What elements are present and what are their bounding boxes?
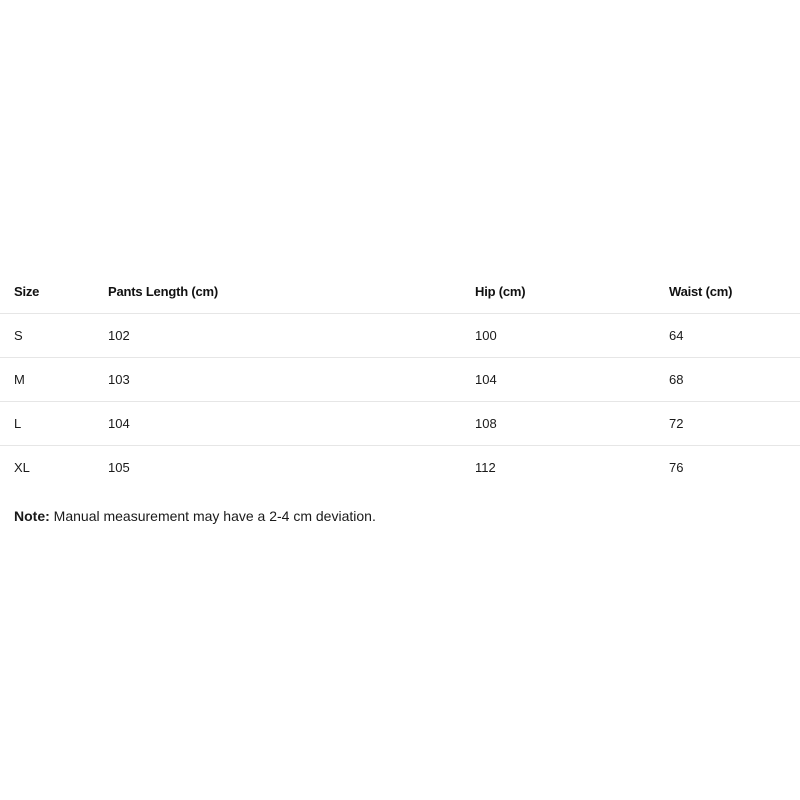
table-row	[0, 446, 800, 490]
size-table	[0, 270, 800, 489]
cell-pants-length: 102	[108, 314, 475, 358]
size-chart	[0, 270, 800, 489]
cell-hip: 108	[475, 402, 669, 446]
table-header-row	[0, 270, 800, 314]
cell-waist: 76	[669, 446, 800, 490]
table-row	[0, 314, 800, 358]
note-label: Note:	[14, 508, 50, 524]
cell-size: XL	[0, 446, 108, 490]
cell-hip: 100	[475, 314, 669, 358]
column-header-waist: Waist (cm)	[669, 284, 733, 299]
cell-waist: 68	[669, 358, 800, 402]
cell-hip: 104	[475, 358, 669, 402]
note-text: Manual measurement may have a 2-4 cm deviation.	[49, 508, 376, 524]
table-row	[0, 402, 800, 446]
cell-waist: 72	[669, 402, 800, 446]
cell-size: M	[0, 358, 108, 402]
table-row	[0, 358, 800, 402]
cell-pants-length: 103	[108, 358, 475, 402]
cell-size: S	[0, 314, 108, 358]
cell-waist: 64	[669, 314, 800, 358]
cell-pants-length: 105	[108, 446, 475, 490]
cell-size: L	[0, 402, 108, 446]
cell-hip: 112	[475, 446, 669, 490]
measurement-note	[14, 508, 376, 524]
column-header-pants-length: Pants Length (cm)	[108, 284, 218, 299]
column-header-size: Size	[14, 284, 40, 299]
cell-pants-length: 104	[108, 402, 475, 446]
column-header-hip: Hip (cm)	[475, 284, 526, 299]
